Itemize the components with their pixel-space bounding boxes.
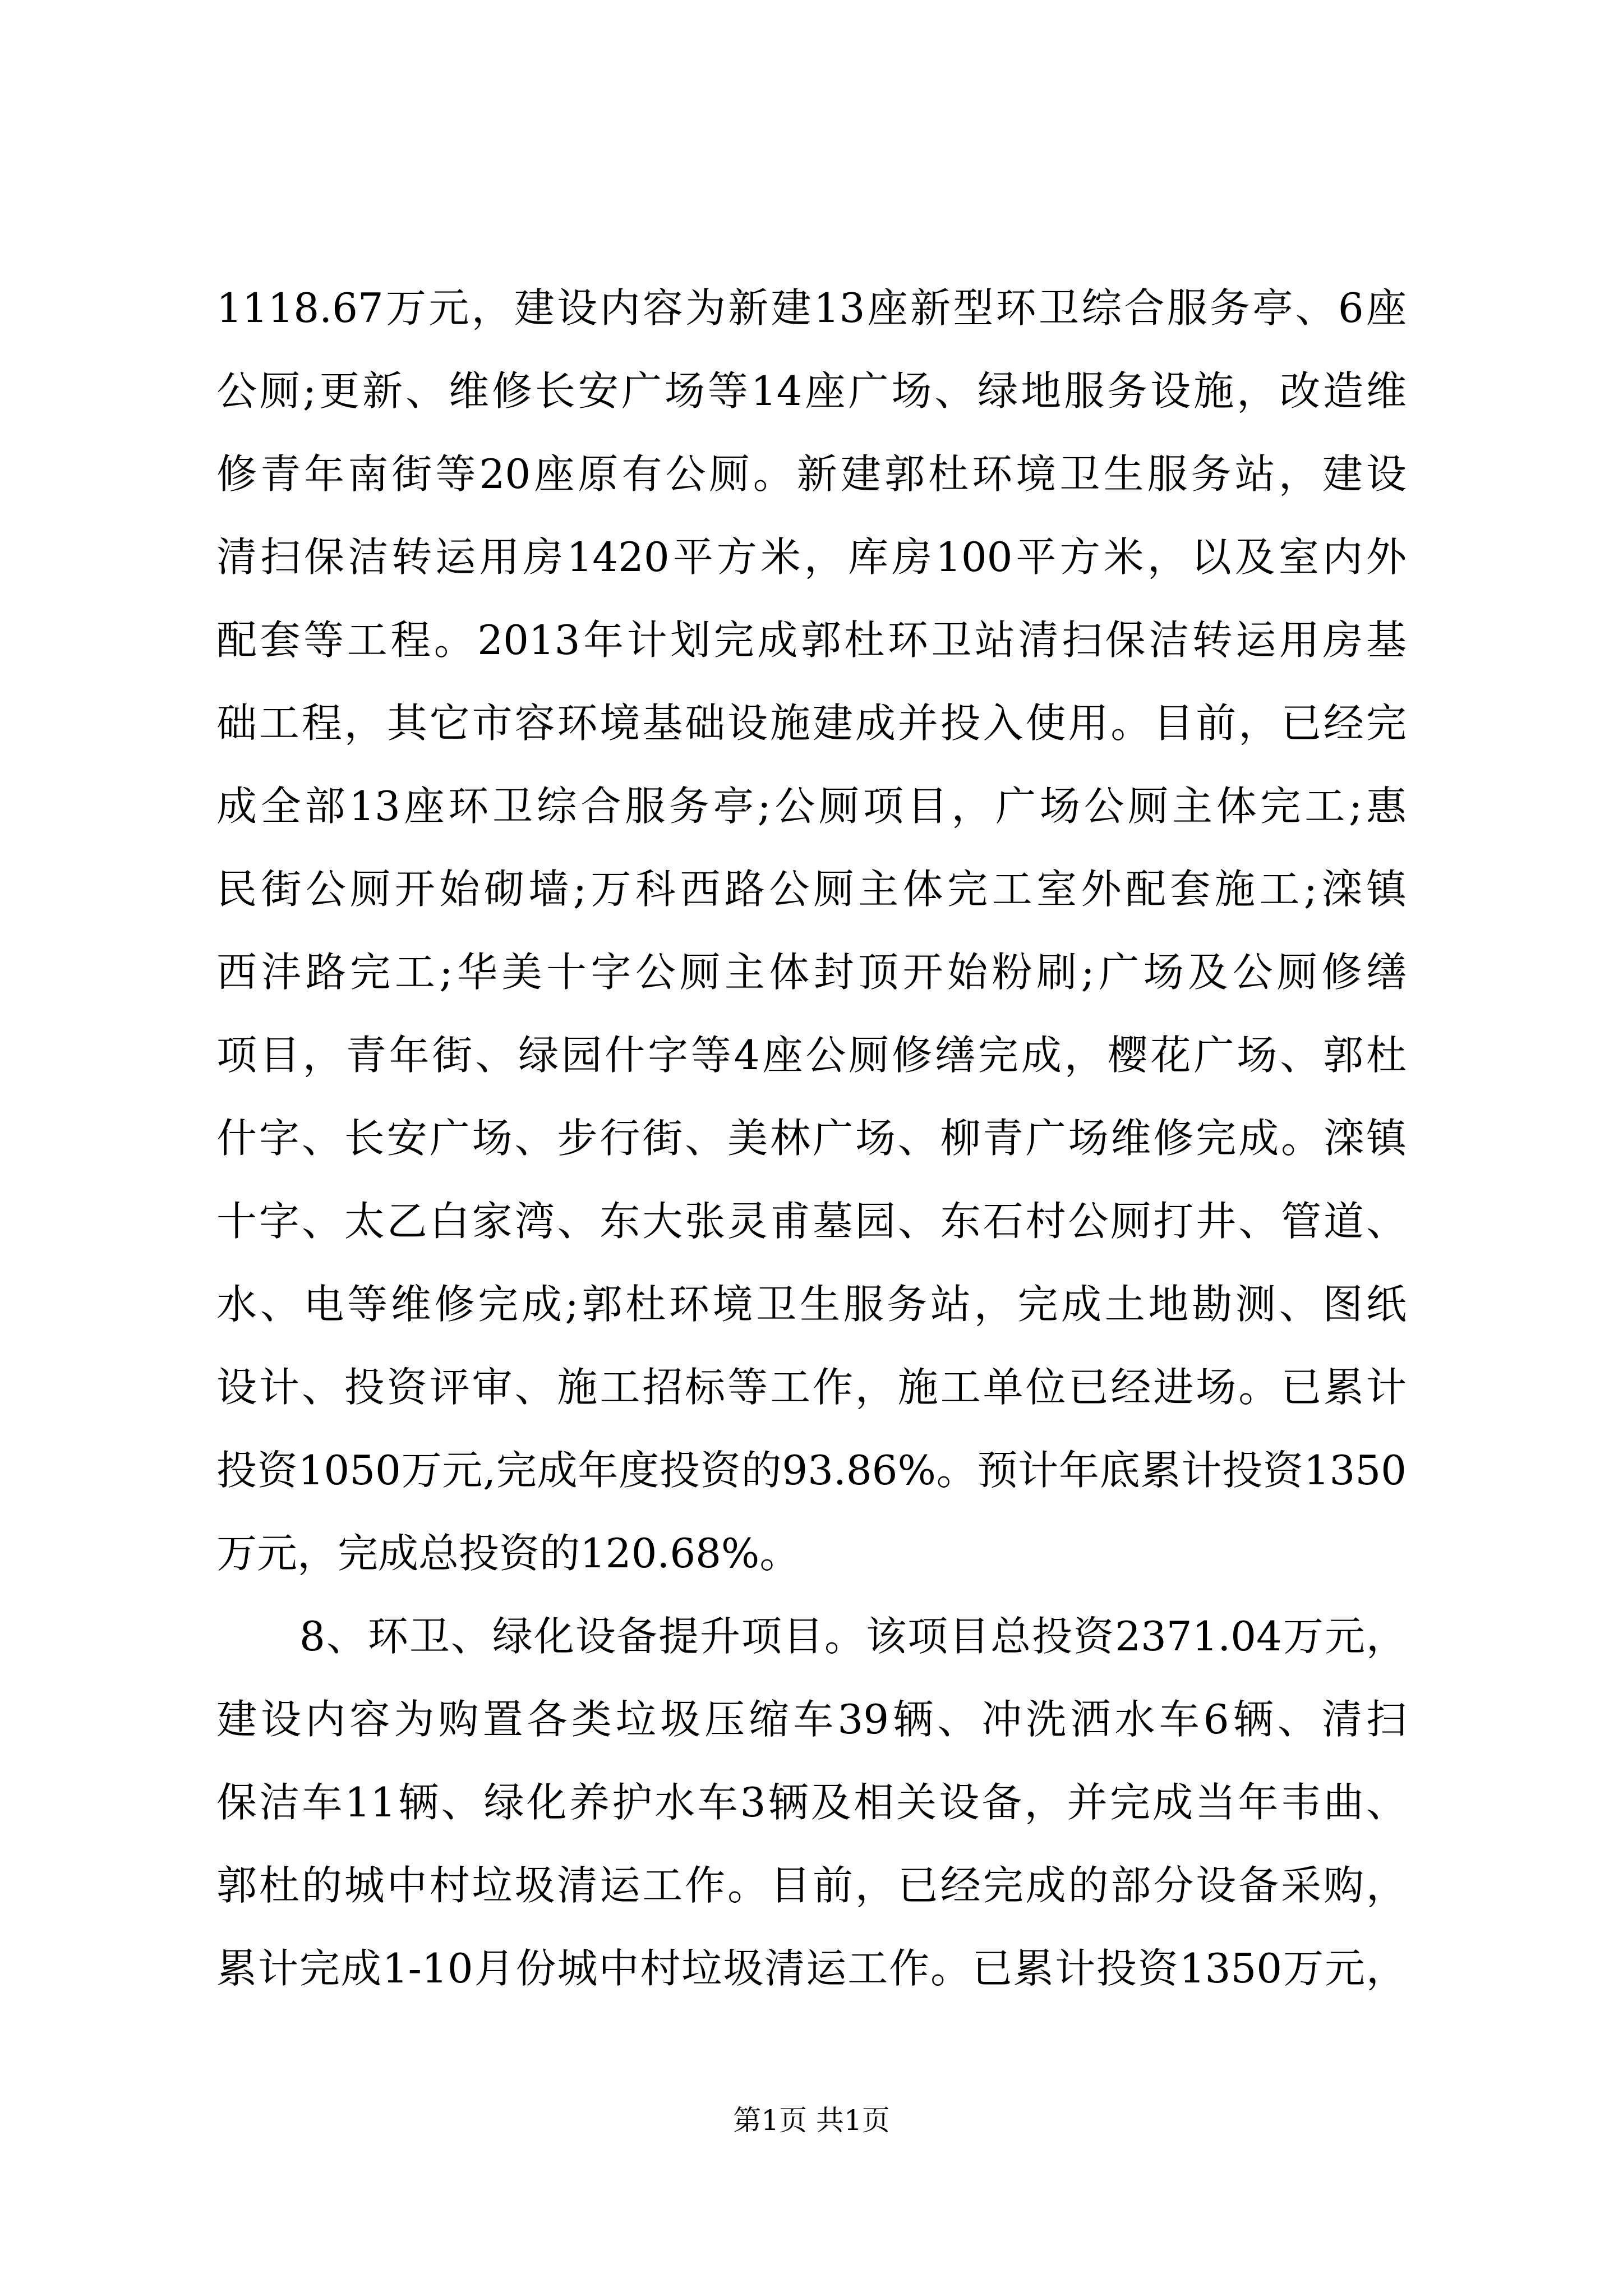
text-line-12: 十字、太乙白家湾、东大张灵甫墓园、东石村公厕打井、管道、 (216, 1198, 1407, 1245)
text-line-11: 什字、长安广场、步行街、美林广场、柳青广场维修完成。滦镇 (216, 1115, 1407, 1162)
text-line-7: 成全部13座环卫综合服务亭;公厕项目，广场公厕主体完工;惠 (216, 783, 1407, 830)
text-line-15: 投资1050万元,完成年度投资的93.86%。预计年底累计投资1350 (216, 1447, 1407, 1494)
text-line-6: 础工程，其它市容环境基础设施建成并投入使用。目前，已经完 (216, 700, 1407, 747)
body-text (216, 266, 1407, 2010)
text-line-19: 保洁车11辆、绿化养护水车3辆及相关设备，并完成当年韦曲、 (216, 1779, 1407, 1826)
text-line-9: 西沣路完工;华美十字公厕主体封顶开始粉刷;广场及公厕修缮 (216, 949, 1407, 996)
text-line-14: 设计、投资评审、施工招标等工作，施工单位已经进场。已累计 (216, 1364, 1407, 1411)
text-line-20: 郭杜的城中村垃圾清运工作。目前，已经完成的部分设备采购， (216, 1862, 1407, 1909)
text-line-2: 公厕;更新、维修长安广场等14座广场、绿地服务设施，改造维 (216, 367, 1407, 415)
text-line-5: 配套等工程。2013年计划完成郭杜环卫站清扫保洁转运用房基 (216, 616, 1407, 664)
text-line-13: 水、电等维修完成;郭杜环境卫生服务站，完成土地勘测、图纸 (216, 1281, 1407, 1328)
text-line-8: 民街公厕开始砌墙;万科西路公厕主体完工室外配套施工;滦镇 (216, 866, 1407, 913)
text-line-1: 1118.67万元，建设内容为新建13座新型环卫综合服务亭、6座 (216, 284, 1407, 332)
text-line-21: 累计完成1-10月份城中村垃圾清运工作。已累计投资1350万元， (216, 1945, 1407, 1992)
text-line-4: 清扫保洁转运用房1420平方米，库房100平方米，以及室内外 (216, 533, 1407, 581)
page-footer: 第1页 共1页 (733, 2104, 890, 2137)
text-line-17: 8、环卫、绿化设备提升项目。该项目总投资2371.04万元， (299, 1613, 1407, 1660)
text-line-3: 修青年南街等20座原有公厕。新建郭杜环境卫生服务站，建设 (216, 450, 1407, 498)
text-line-18: 建设内容为购置各类垃圾压缩车39辆、冲洗洒水车6辆、清扫 (216, 1696, 1407, 1743)
text-line-16: 万元，完成总投资的120.68%。 (216, 1530, 800, 1577)
text-line-10: 项目，青年街、绿园什字等4座公厕修缮完成，樱花广场、郭杜 (216, 1032, 1407, 1079)
